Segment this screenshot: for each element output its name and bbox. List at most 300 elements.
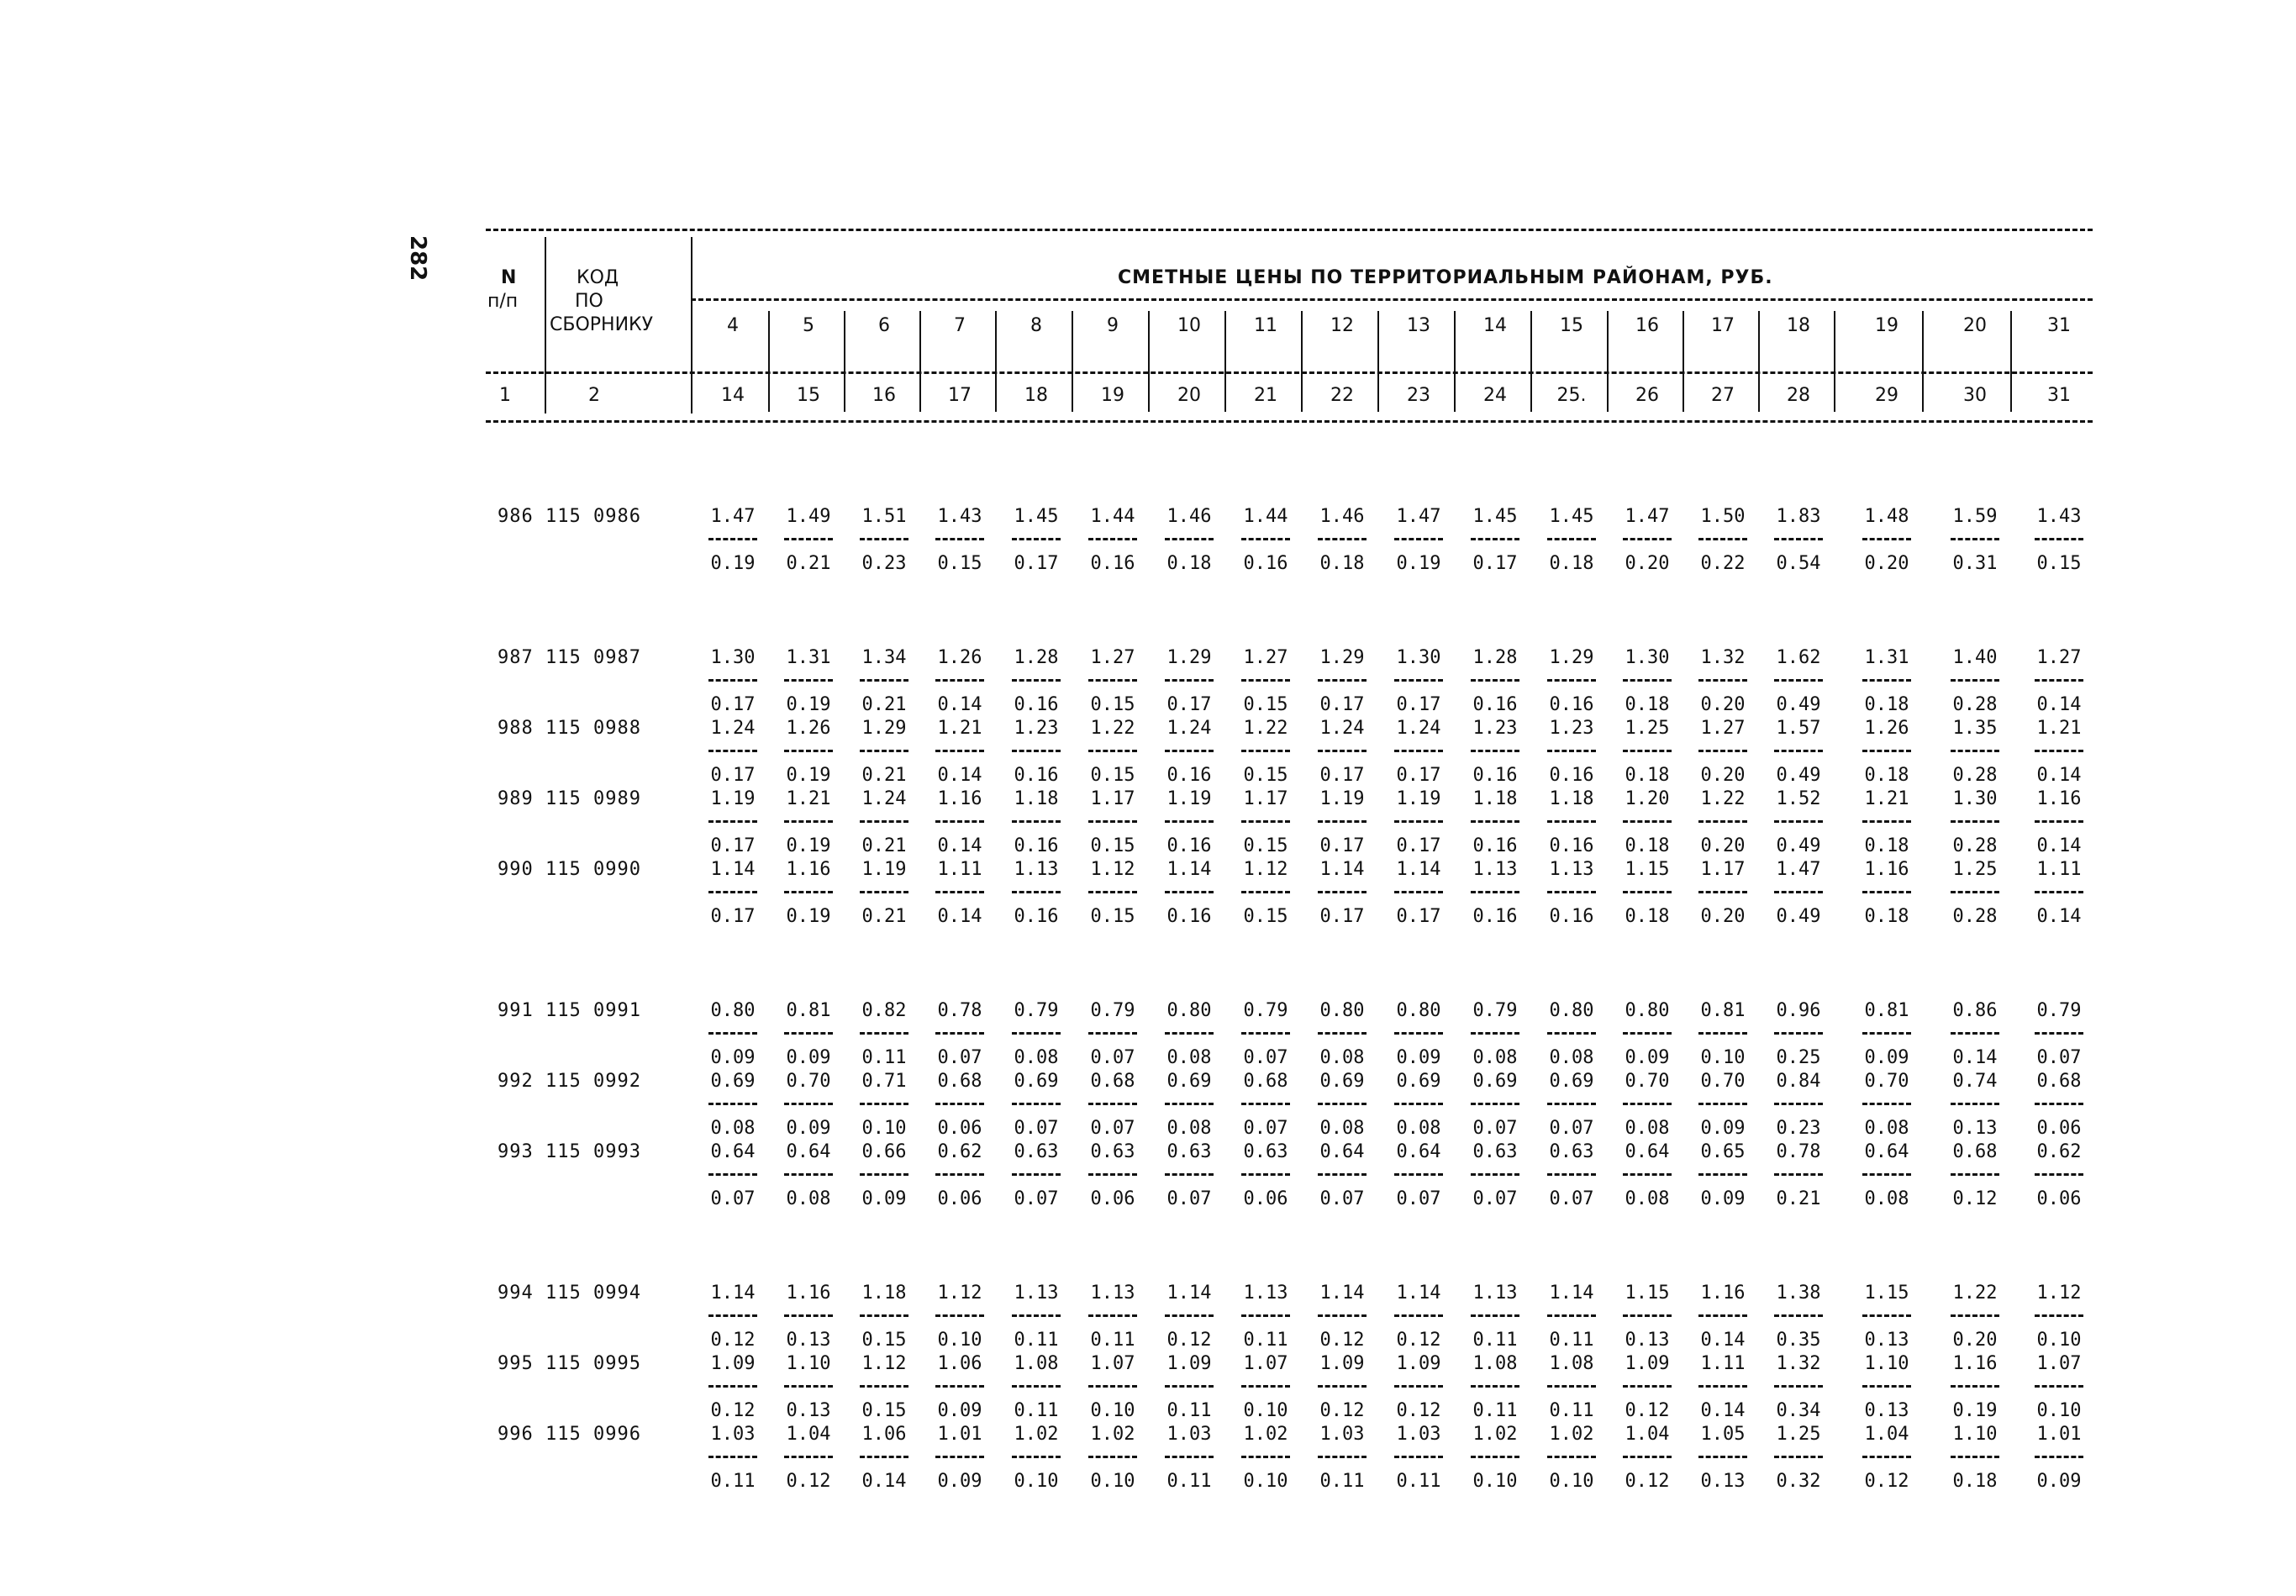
fraction-bar <box>1012 538 1061 540</box>
district-number: 17 <box>1711 315 1735 336</box>
fraction-bar <box>1774 750 1823 752</box>
price-total: 0.81 <box>1700 1000 1746 1021</box>
price-wage: 0.07 <box>1090 1118 1135 1139</box>
fraction-bar <box>1547 1032 1596 1035</box>
fraction-bar <box>1165 1456 1214 1458</box>
price-total: 1.25 <box>1625 718 1670 739</box>
price-total: 1.22 <box>1243 718 1288 739</box>
price-wage: 0.11 <box>1472 1400 1518 1421</box>
price-total: 0.70 <box>1864 1071 1909 1092</box>
price-wage: 0.25 <box>1776 1047 1821 1068</box>
fraction-bar <box>1088 1032 1137 1035</box>
price-total: 1.12 <box>1090 859 1135 880</box>
header-col-divider <box>1530 311 1532 412</box>
price-wage: 0.34 <box>1776 1400 1821 1421</box>
district-number: 18 <box>1787 315 1810 336</box>
district-number: 13 <box>1407 315 1430 336</box>
price-wage: 0.08 <box>1396 1118 1441 1139</box>
price-wage: 0.20 <box>1700 694 1746 715</box>
price-total: 1.23 <box>1472 718 1518 739</box>
fraction-bar <box>1012 1456 1061 1458</box>
price-total: 1.20 <box>1625 788 1670 809</box>
price-wage: 0.28 <box>1952 835 1998 856</box>
price-wage: 0.06 <box>2036 1188 2082 1209</box>
price-wage: 0.08 <box>1864 1188 1909 1209</box>
price-total: 1.13 <box>1549 859 1594 880</box>
fraction-bar <box>935 1173 984 1176</box>
district-number: 11 <box>1254 315 1277 336</box>
fraction-bar <box>1951 1173 1999 1176</box>
fraction-bar <box>1394 891 1443 893</box>
price-wage: 0.08 <box>1625 1188 1670 1209</box>
price-wage: 0.16 <box>1472 765 1518 786</box>
col-index-1: 1 <box>499 385 511 406</box>
price-total: 1.47 <box>1776 859 1821 880</box>
price-wage: 0.14 <box>1700 1330 1746 1351</box>
fraction-bar <box>708 1173 757 1176</box>
price-total: 1.09 <box>1319 1353 1365 1374</box>
price-total: 0.69 <box>1014 1071 1059 1092</box>
price-wage: 0.18 <box>1549 553 1594 574</box>
district-number: 19 <box>1875 315 1898 336</box>
price-wage: 0.11 <box>1549 1330 1594 1351</box>
price-wage: 0.09 <box>1700 1118 1746 1139</box>
fraction-bar <box>2035 1103 2083 1105</box>
price-wage: 0.12 <box>710 1400 756 1421</box>
price-total: 1.43 <box>937 506 982 527</box>
price-wage: 0.12 <box>1625 1471 1670 1492</box>
price-total: 1.44 <box>1090 506 1135 527</box>
price-total: 1.47 <box>1396 506 1441 527</box>
price-total: 1.08 <box>1472 1353 1518 1374</box>
fraction-bar <box>1318 1385 1367 1388</box>
price-wage: 0.19 <box>786 835 831 856</box>
price-wage: 0.35 <box>1776 1330 1821 1351</box>
price-total: 1.43 <box>2036 506 2082 527</box>
price-total: 1.62 <box>1776 647 1821 668</box>
price-wage: 0.17 <box>1396 906 1441 927</box>
price-wage: 0.15 <box>1090 906 1135 927</box>
header-col-divider <box>768 311 770 412</box>
fraction-bar <box>784 1385 833 1388</box>
price-total: 1.07 <box>2036 1353 2082 1374</box>
column-number: 28 <box>1787 385 1810 406</box>
column-number: 24 <box>1483 385 1507 406</box>
fraction-bar <box>1547 750 1596 752</box>
price-total: 1.11 <box>1700 1353 1746 1374</box>
fraction-bar <box>860 750 908 752</box>
price-wage: 0.15 <box>1090 765 1135 786</box>
price-wage: 0.49 <box>1776 835 1821 856</box>
price-wage: 0.14 <box>937 694 982 715</box>
fraction-bar <box>1471 820 1519 823</box>
fraction-bar <box>1241 1032 1290 1035</box>
price-total: 1.12 <box>937 1283 982 1304</box>
fraction-bar <box>1951 820 1999 823</box>
price-wage: 0.08 <box>786 1188 831 1209</box>
column-number: 30 <box>1963 385 1987 406</box>
price-total: 1.45 <box>1472 506 1518 527</box>
code-label: КОД <box>577 267 619 288</box>
fraction-bar <box>1951 1032 1999 1035</box>
header-col-divider <box>995 311 997 412</box>
price-wage: 0.18 <box>1625 906 1670 927</box>
price-wage: 0.18 <box>1864 835 1909 856</box>
fraction-bar <box>1088 1173 1137 1176</box>
fraction-bar <box>1623 750 1672 752</box>
price-total: 1.16 <box>786 859 831 880</box>
district-number: 9 <box>1107 315 1119 336</box>
fraction-bar <box>1165 1385 1214 1388</box>
price-wage: 0.12 <box>1319 1330 1365 1351</box>
header-col-divider <box>1148 311 1150 412</box>
price-wage: 0.07 <box>1549 1188 1594 1209</box>
price-wage: 0.18 <box>1625 765 1670 786</box>
price-total: 0.80 <box>1166 1000 1212 1021</box>
header-divider-code <box>691 237 692 413</box>
price-total: 0.63 <box>1090 1141 1135 1162</box>
price-total: 1.47 <box>1625 506 1670 527</box>
fraction-bar <box>1862 1103 1911 1105</box>
price-total: 1.83 <box>1776 506 1821 527</box>
page-number: 282 <box>405 235 430 282</box>
fraction-bar <box>1623 1173 1672 1176</box>
price-total: 0.84 <box>1776 1071 1821 1092</box>
price-wage: 0.16 <box>1166 835 1212 856</box>
fraction-bar <box>1623 1385 1672 1388</box>
price-wage: 0.17 <box>710 835 756 856</box>
price-wage: 0.17 <box>1396 765 1441 786</box>
price-wage: 0.10 <box>1014 1471 1059 1492</box>
price-total: 1.09 <box>710 1353 756 1374</box>
header-col-divider <box>1834 311 1835 412</box>
price-total: 1.57 <box>1776 718 1821 739</box>
header-col-divider <box>1454 311 1456 412</box>
fraction-bar <box>1318 1456 1367 1458</box>
price-wage: 0.17 <box>1319 906 1365 927</box>
price-total: 1.14 <box>1319 859 1365 880</box>
price-total: 0.82 <box>861 1000 907 1021</box>
price-wage: 0.49 <box>1776 906 1821 927</box>
price-total: 1.18 <box>1549 788 1594 809</box>
price-total: 1.13 <box>1243 1283 1288 1304</box>
price-wage: 0.20 <box>1625 553 1670 574</box>
fraction-bar <box>2035 820 2083 823</box>
price-wage: 0.07 <box>1243 1118 1288 1139</box>
header-col-divider <box>1683 311 1684 412</box>
fraction-bar <box>1774 1385 1823 1388</box>
fraction-bar <box>1623 1314 1672 1317</box>
header-col-divider <box>1377 311 1379 412</box>
fraction-bar <box>708 1103 757 1105</box>
price-wage: 0.18 <box>1319 553 1365 574</box>
price-total: 0.74 <box>1952 1071 1998 1092</box>
header-row-rule <box>486 371 2093 374</box>
price-total: 0.68 <box>1952 1141 1998 1162</box>
price-wage: 0.07 <box>1166 1188 1212 1209</box>
price-total: 1.30 <box>1952 788 1998 809</box>
district-number: 8 <box>1030 315 1042 336</box>
price-total: 0.64 <box>1319 1141 1365 1162</box>
fraction-bar <box>1698 679 1747 682</box>
price-total: 0.63 <box>1166 1141 1212 1162</box>
fraction-bar <box>860 1173 908 1176</box>
price-wage: 0.14 <box>2036 694 2082 715</box>
price-total: 1.02 <box>1090 1424 1135 1445</box>
fraction-bar <box>1951 891 1999 893</box>
price-wage: 0.17 <box>1396 694 1441 715</box>
fraction-bar <box>1698 1314 1747 1317</box>
fraction-bar <box>1774 1314 1823 1317</box>
price-wage: 0.08 <box>1625 1118 1670 1139</box>
price-total: 0.71 <box>861 1071 907 1092</box>
price-wage: 0.07 <box>1090 1047 1135 1068</box>
price-total: 1.02 <box>1472 1424 1518 1445</box>
price-total: 1.30 <box>710 647 756 668</box>
fraction-bar <box>1241 1314 1290 1317</box>
price-total: 0.68 <box>1090 1071 1135 1092</box>
price-wage: 0.49 <box>1776 765 1821 786</box>
price-wage: 0.11 <box>1166 1400 1212 1421</box>
fraction-bar <box>1547 891 1596 893</box>
price-total: 1.27 <box>1090 647 1135 668</box>
fraction-bar <box>935 538 984 540</box>
price-wage: 0.19 <box>1396 553 1441 574</box>
fraction-bar <box>1862 891 1911 893</box>
price-wage: 0.09 <box>1625 1047 1670 1068</box>
fraction-bar <box>1318 820 1367 823</box>
fraction-bar <box>784 538 833 540</box>
fraction-bar <box>708 1456 757 1458</box>
price-wage: 0.11 <box>1090 1330 1135 1351</box>
fraction-bar <box>1241 820 1290 823</box>
price-total: 0.80 <box>1396 1000 1441 1021</box>
row-code-label: 988 115 0988 <box>498 718 641 739</box>
price-total: 0.79 <box>1090 1000 1135 1021</box>
fraction-bar <box>1951 1385 1999 1388</box>
fraction-bar <box>1547 538 1596 540</box>
fraction-bar <box>2035 679 2083 682</box>
price-total: 1.14 <box>1319 1283 1365 1304</box>
fraction-bar <box>784 1103 833 1105</box>
price-wage: 0.16 <box>1166 765 1212 786</box>
fraction-bar <box>1088 1314 1137 1317</box>
fraction-bar <box>1862 1173 1911 1176</box>
price-total: 1.50 <box>1700 506 1746 527</box>
price-wage: 0.10 <box>1243 1471 1288 1492</box>
fraction-bar <box>1698 1456 1747 1458</box>
price-wage: 0.12 <box>1952 1188 1998 1209</box>
price-total: 1.14 <box>1166 859 1212 880</box>
price-wage: 0.21 <box>861 765 907 786</box>
district-number: 31 <box>2047 315 2071 336</box>
fraction-bar <box>1698 1173 1747 1176</box>
fraction-bar <box>1547 820 1596 823</box>
column-number: 31 <box>2047 385 2071 406</box>
price-total: 1.07 <box>1090 1353 1135 1374</box>
fraction-bar <box>1318 1032 1367 1035</box>
header-divider-n <box>545 237 546 413</box>
fraction-bar <box>1698 891 1747 893</box>
fraction-bar <box>784 1314 833 1317</box>
price-total: 1.26 <box>1864 718 1909 739</box>
fraction-bar <box>1623 1103 1672 1105</box>
fraction-bar <box>1165 891 1214 893</box>
fraction-bar <box>1318 538 1367 540</box>
price-wage: 0.07 <box>710 1188 756 1209</box>
price-wage: 0.13 <box>1625 1330 1670 1351</box>
fraction-bar <box>784 1456 833 1458</box>
fraction-bar <box>860 1385 908 1388</box>
row-code-label: 996 115 0996 <box>498 1424 641 1445</box>
fraction-bar <box>1951 1456 1999 1458</box>
fraction-bar <box>1698 1385 1747 1388</box>
fraction-bar <box>1471 1385 1519 1388</box>
fraction-bar <box>1012 1173 1061 1176</box>
price-total: 1.09 <box>1166 1353 1212 1374</box>
price-total: 1.21 <box>1864 788 1909 809</box>
price-wage: 0.12 <box>1625 1400 1670 1421</box>
fraction-bar <box>1862 538 1911 540</box>
district-number: 14 <box>1483 315 1507 336</box>
price-total: 1.01 <box>937 1424 982 1445</box>
district-number: 6 <box>878 315 890 336</box>
fraction-bar <box>1471 679 1519 682</box>
price-total: 1.13 <box>1472 859 1518 880</box>
price-total: 1.27 <box>2036 647 2082 668</box>
header-col-divider <box>1224 311 1226 412</box>
fraction-bar <box>1547 1456 1596 1458</box>
row-code-label: 990 115 0990 <box>498 859 641 880</box>
price-wage: 0.07 <box>1396 1188 1441 1209</box>
price-wage: 0.14 <box>937 835 982 856</box>
fraction-bar <box>784 891 833 893</box>
price-wage: 0.10 <box>1549 1471 1594 1492</box>
price-total: 1.30 <box>1396 647 1441 668</box>
price-total: 0.62 <box>2036 1141 2082 1162</box>
column-number: 20 <box>1177 385 1201 406</box>
fraction-bar <box>1774 1456 1823 1458</box>
row-code-label: 987 115 0987 <box>498 647 641 668</box>
price-total: 1.09 <box>1625 1353 1670 1374</box>
price-total: 1.16 <box>2036 788 2082 809</box>
fraction-bar <box>708 750 757 752</box>
fraction-bar <box>1471 891 1519 893</box>
price-total: 1.19 <box>1166 788 1212 809</box>
price-wage: 0.20 <box>1700 835 1746 856</box>
price-wage: 0.07 <box>1014 1188 1059 1209</box>
price-wage: 0.16 <box>1549 906 1594 927</box>
price-total: 0.80 <box>1549 1000 1594 1021</box>
price-wage: 0.10 <box>937 1330 982 1351</box>
price-total: 0.70 <box>1700 1071 1746 1092</box>
price-total: 1.47 <box>710 506 756 527</box>
price-total: 1.17 <box>1243 788 1288 809</box>
fraction-bar <box>708 891 757 893</box>
district-number: 7 <box>954 315 966 336</box>
price-wage: 0.16 <box>1549 835 1594 856</box>
price-wage: 0.08 <box>1014 1047 1059 1068</box>
price-wage: 0.32 <box>1776 1471 1821 1492</box>
fraction-bar <box>860 1032 908 1035</box>
price-total: 1.38 <box>1776 1283 1821 1304</box>
price-total: 1.03 <box>1319 1424 1365 1445</box>
price-total: 1.14 <box>1166 1283 1212 1304</box>
price-wage: 0.18 <box>1864 906 1909 927</box>
price-wage: 0.08 <box>710 1118 756 1139</box>
fraction-bar <box>860 820 908 823</box>
price-wage: 0.14 <box>937 765 982 786</box>
price-wage: 0.23 <box>861 553 907 574</box>
price-total: 1.29 <box>1549 647 1594 668</box>
fraction-bar <box>1012 1385 1061 1388</box>
price-total: 1.11 <box>937 859 982 880</box>
price-wage: 0.16 <box>1549 694 1594 715</box>
fraction-bar <box>1012 679 1061 682</box>
price-wage: 0.16 <box>1090 553 1135 574</box>
price-wage: 0.07 <box>1472 1118 1518 1139</box>
fraction-bar <box>1698 538 1747 540</box>
fraction-bar <box>860 891 908 893</box>
price-total: 0.80 <box>1319 1000 1365 1021</box>
price-total: 0.79 <box>1243 1000 1288 1021</box>
fraction-bar <box>935 1314 984 1317</box>
price-wage: 0.21 <box>861 906 907 927</box>
price-wage: 0.16 <box>1472 694 1518 715</box>
fraction-bar <box>1318 1173 1367 1176</box>
fraction-bar <box>1088 820 1137 823</box>
price-wage: 0.14 <box>2036 906 2082 927</box>
price-wage: 0.09 <box>937 1471 982 1492</box>
price-total: 1.02 <box>1014 1424 1059 1445</box>
price-total: 0.68 <box>1243 1071 1288 1092</box>
price-total: 1.02 <box>1243 1424 1288 1445</box>
price-total: 1.19 <box>1396 788 1441 809</box>
fraction-bar <box>1394 820 1443 823</box>
price-total: 1.16 <box>1864 859 1909 880</box>
price-total: 1.04 <box>1625 1424 1670 1445</box>
price-wage: 0.11 <box>1014 1330 1059 1351</box>
fraction-bar <box>1394 1456 1443 1458</box>
price-total: 0.69 <box>1549 1071 1594 1092</box>
column-number: 14 <box>721 385 745 406</box>
price-wage: 0.14 <box>937 906 982 927</box>
price-total: 1.16 <box>786 1283 831 1304</box>
price-wage: 0.08 <box>1472 1047 1518 1068</box>
price-total: 1.09 <box>1396 1353 1441 1374</box>
price-wage: 0.11 <box>1243 1330 1288 1351</box>
price-wage: 0.15 <box>2036 553 2082 574</box>
price-total: 1.13 <box>1014 859 1059 880</box>
fraction-bar <box>1088 1385 1137 1388</box>
price-wage: 0.17 <box>710 694 756 715</box>
price-total: 0.70 <box>1625 1071 1670 1092</box>
price-wage: 0.16 <box>1014 765 1059 786</box>
header-bottom-rule <box>486 420 2093 423</box>
fraction-bar <box>1774 891 1823 893</box>
price-total: 1.14 <box>1549 1283 1594 1304</box>
price-wage: 0.08 <box>1864 1118 1909 1139</box>
column-number: 15 <box>797 385 820 406</box>
price-wage: 0.16 <box>1014 694 1059 715</box>
price-wage: 0.20 <box>1700 906 1746 927</box>
fraction-bar <box>1318 1314 1367 1317</box>
price-wage: 0.20 <box>1700 765 1746 786</box>
fraction-bar <box>2035 1456 2083 1458</box>
price-wage: 0.17 <box>1396 835 1441 856</box>
fraction-bar <box>1698 820 1747 823</box>
fraction-bar <box>1862 1456 1911 1458</box>
